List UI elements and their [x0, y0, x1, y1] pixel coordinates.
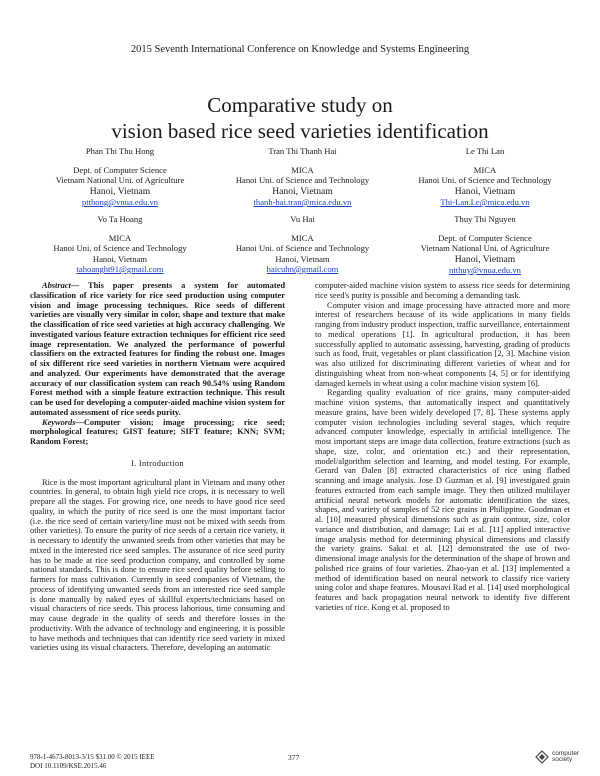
author-name: Phan Thi Thu Hong [85, 146, 155, 156]
footer-copyright [30, 753, 155, 771]
author-name: Vo Ta Hoang [97, 214, 143, 224]
author-block [213, 214, 393, 276]
author-email-link[interactable]: ntthuy@vnua.edu.vn [449, 265, 521, 275]
author-dept: Dept. of Computer Science [438, 232, 532, 243]
author-name: Thuy Thi Nguyen [454, 214, 516, 224]
author-block [30, 146, 210, 208]
footer-isbn: 978-1-4673-8013-3/15 $31.00 © 2015 IEEE [30, 753, 155, 761]
author-city: Hanoi, Vietnam [89, 185, 151, 197]
right-column [315, 281, 570, 613]
author-email-link[interactable]: tahoanght91@gmail.com [76, 264, 164, 274]
author-name: Le Thi Lan [465, 146, 505, 156]
authors-row-1 [30, 146, 575, 208]
abstract-label: Abstract— [42, 281, 80, 290]
footer-doi: DOI 10.1109/KSE.2015.46 [30, 762, 107, 770]
author-email-link[interactable]: haicuhn@gmail.com [266, 264, 339, 274]
author-org: Hanoi Uni. of Science and Technology [53, 243, 187, 253]
author-city: Hanoi, Vietnam [92, 253, 148, 264]
logo-line-2: society [552, 756, 573, 763]
author-block [213, 146, 393, 208]
author-name: Vu Hai [290, 214, 315, 224]
author-email-link[interactable]: thanh-hai.tran@mica.edu.vn [253, 197, 352, 207]
title-line-2: vision based rice seed varieties identification [111, 119, 489, 143]
abstract-paragraph [30, 281, 285, 418]
keywords-text: Computer vision; image processing; rice seed; morphological features; GIST feature; SIFT feature; KNN; SVM; Random Forest; [30, 417, 285, 446]
author-dept: MICA [108, 232, 132, 243]
logo-wordmark [552, 751, 579, 764]
ieee-diamond-icon [535, 750, 549, 764]
conference-header: 2015 Seventh International Conference on Knowledge and Systems Engineering [130, 44, 470, 55]
left-column [30, 281, 285, 653]
author-city: Hanoi, Vietnam [275, 253, 330, 264]
author-email-link[interactable]: Thi-Lan.Le@mica.edu.vn [440, 197, 530, 207]
author-block [395, 146, 575, 208]
author-org: Vietnam National Uni. of Agriculture [420, 243, 550, 253]
author-dept: Dept. of Computer Science [73, 164, 167, 175]
computer-society-logo [535, 750, 579, 764]
keywords-paragraph [30, 418, 285, 447]
author-dept: MICA [291, 164, 314, 175]
author-city: Hanoi, Vietnam [272, 185, 333, 197]
keywords-label: Keywords— [42, 417, 84, 427]
author-org: Vietnam National Uni. of Agriculture [55, 175, 185, 185]
paper-title [0, 92, 600, 144]
abstract-text: This paper presents a system for automated classification of rice variety for rice seed production using computer vision and image processing techniques. Rice seeds of different varieties are visually very similar in color, shape and texture that make the classification of rice seed varieties at high accuracy challenging. We investigated various feature extraction techniques for efficient rice seed image representation. We analyzed the performance of powerful classifiers on the extracted features for finding the robust one. Images of six different rice seed varieties in northern Vietnam were acquired and analyzed. Our experiments have demonstrated that the average accuracy of our classification system can reach 90.54% using Random Forest method with a simple feature extraction technique. This result can be used for developing a computer-aided machine vision system for automated assessment of rice seeds purity. [30, 281, 285, 417]
body-paragraph: computer-aided machine vision system to assess rice seeds for determining rice seed's purity is possible and becoming a demanding task. [315, 281, 570, 300]
authors-row-2 [30, 214, 575, 276]
logo-line-1: computer [552, 749, 580, 757]
author-city: Hanoi, Vietnam [454, 185, 516, 197]
author-block [30, 214, 210, 276]
author-org: Hanoi Uni. of Science and Technology [235, 175, 370, 185]
author-block [395, 214, 575, 276]
body-paragraph: Computer vision and image processing have attracted more and more interest of researchers because of its wide applications in many fields ranging from industry product inspection, traffic surveillance, entertainment to medical operations [1]. In agricultural production, it has been successfully applied to automatic assessing, harvesting, grading of products such as food, fruit, vegetables or plant classification [2, 3]. Machine vision was also utilized for discriminating different varieties of wheat and for distinguishing wheat from non-wheat components [4, 5] or for identifying damaged kernels in wheat using a color machine vision system [6]. [315, 300, 570, 388]
author-org: Hanoi Uni. of Science and Technology [235, 243, 370, 253]
section-heading-introduction: I. Introduction [131, 458, 184, 468]
author-dept: MICA [291, 232, 314, 243]
author-dept: MICA [473, 164, 497, 175]
page-number: 377 [288, 753, 300, 762]
author-name: Tran Thi Thanh Hai [268, 146, 337, 156]
intro-paragraph: Rice is the most important agricultural plant in Vietnam and many other countries. In general, to obtain high yield rice crops, it is necessary to well prepare all the stages. For growing rice, one needs to have good rice seed quality, in which the purity of rice seed is one the most important factor (i.e. the rice seed of certain variety/line must not be mixed with seeds from other varieties). To ensure the purity of rice seeds of a certain rice variety, it is necessary to identify the unwanted seeds from other varieties that may be mixed in the interested rice seed samples. The assurance of rice seed purity has to be made at rice seed production company, and controlled by some national standards. This is done to ensure rice seed quality before selling to farmers for mass cultivation. Currently in seed companies of Vietnam, the process of identifying unwanted seeds from an interested rice seed sample is done manually by naked eyes of skillful experts/technicians based on visual characters of rice seeds. This process laborious, time consuming and may cause degrade in the quality of seeds and therefore losses in the productivity. With the advance of technology and engineering, it is possible to have methods and techniques that can identify rice seed variety in mixed varieties using its visual characters. Therefore, developing an automatic [30, 477, 285, 653]
author-email-link[interactable]: ptthong@vnua.edu.vn [81, 197, 159, 207]
title-line-1: Comparative study on [207, 93, 393, 117]
author-city: Hanoi, Vietnam [454, 253, 516, 265]
body-paragraph: Regarding quality evaluation of rice grains, many computer-aided machine vision systems, that automatically inspect and quantitatively measure grains, have been widely developed [7, 8]. These systems apply computer vision technologies including several stages, which require advanced computer knowledge, especially in artificial intelligence. The most important steps are image data collection, feature extractions (such as shape, size, color, and orientation etc.) and their representation, model/algorithm selection and learning, and model testing. For example, Gerard van Dalen [8] extracted characteristics of rice using flatbed scanning and image analysis. Jose D Guzman et al. [9] investigated grain features extracted from each sample image. They then utilized multilayer artificial neural network models for automatic identification the sizes, shapes, and variety of samples of 52 rice grains in Philippine. Goodman et al. [10] measured physical dimensions such as grain contour, size, color variance and distribution, and damage; Lai et al. [11] applied interactive image analysis method for determining physical dimensions and classify the variety grains. Sakai et al. [12] demonstrated the use of two-dimensional image analysis for the determination of the shape of brown and polished rice grains of four varieties. Zhao-yan et al. [13] implemented a method of identification based on neural network to classify rice variety using color and shape features. Mousavi Rad et al. [14] used morphological features and back propagation neural network to identify five different varieties of rice. Kong et al. proposed to [315, 388, 570, 612]
author-org: Hanoi Uni. of Science and Technology [418, 175, 552, 185]
